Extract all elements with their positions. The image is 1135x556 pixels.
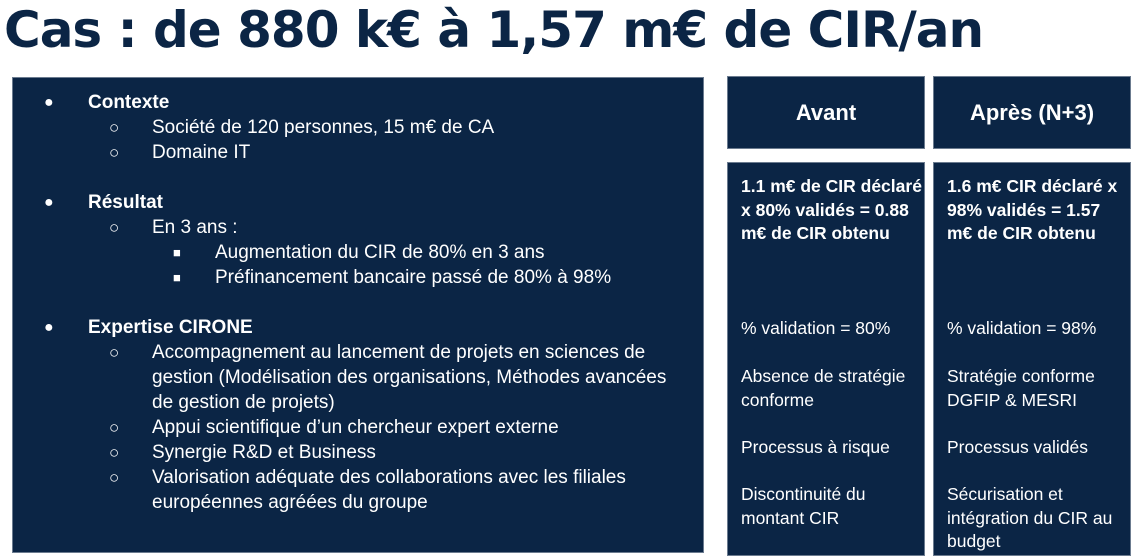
process-text: Processus validés xyxy=(947,437,1089,457)
square-bullet-icon: ■ xyxy=(173,270,181,285)
section-heading: Expertise CIRONE xyxy=(88,317,253,338)
circle-bullet-icon: ○ xyxy=(109,143,120,162)
bullet-icon: ● xyxy=(44,94,54,111)
column-avant xyxy=(727,162,925,556)
budget-text: Discontinuité du montant CIR xyxy=(741,484,866,528)
circle-bullet-icon: ○ xyxy=(109,468,120,487)
strategy-text: Absence de stratégie conforme xyxy=(741,366,906,410)
column-apres xyxy=(933,162,1131,556)
bullet-icon: ● xyxy=(44,319,54,336)
case-details-panel: ● Contexte ○ Société de 120 personnes, 15 m€ de CA ○ Domaine IT ● Résultat ○ En 3 ans : ■ Augmentation du CIR de 80% en 3 ans ■ Préfinancement bancaire passé de 80% à 98% ● Expertise CIRONE ○ Accompagnement au lancement de projets en sciences de gestion (Modélisation des organisations, Méthodes avancées de gestion de projets) ○ Appui scientifique d’un chercheur expert externe ○ Synergie R&D et Business ○ Valorisation adéquate des collaborations avec les filiales européennes agréées du groupe xyxy=(12,77,704,553)
section-heading: Résultat xyxy=(88,192,163,213)
bullet-icon: ● xyxy=(44,194,54,211)
validation-rate-text: % validation = 80% xyxy=(741,318,891,338)
section-heading: Contexte xyxy=(88,92,170,113)
cir-declared-text: 1.1 m€ de CIR déclaré x 80% validés = 0.88 m€ de CIR obtenu xyxy=(741,176,922,243)
cir-declared-text: 1.6 m€ CIR déclaré x 98% validés = 1.57 m€ de CIR obtenu xyxy=(947,176,1118,243)
square-bullet-icon: ■ xyxy=(173,245,181,260)
circle-bullet-icon: ○ xyxy=(109,443,120,462)
circle-bullet-icon: ○ xyxy=(109,418,120,437)
page-title: Cas : de 880 k€ à 1,57 m€ de CIR/an xyxy=(4,1,984,59)
header-avant: Avant xyxy=(727,76,925,149)
strategy-text: Stratégie conforme DGFIP & MESRI xyxy=(947,366,1095,410)
circle-bullet-icon: ○ xyxy=(109,218,120,237)
budget-text: Sécurisation et intégration du CIR au budget xyxy=(947,484,1113,551)
process-text: Processus à risque xyxy=(741,437,890,457)
header-apres: Après (N+3) xyxy=(933,76,1131,149)
circle-bullet-icon: ○ xyxy=(109,118,120,137)
validation-rate-text: % validation = 98% xyxy=(947,318,1097,338)
circle-bullet-icon: ○ xyxy=(109,343,120,362)
